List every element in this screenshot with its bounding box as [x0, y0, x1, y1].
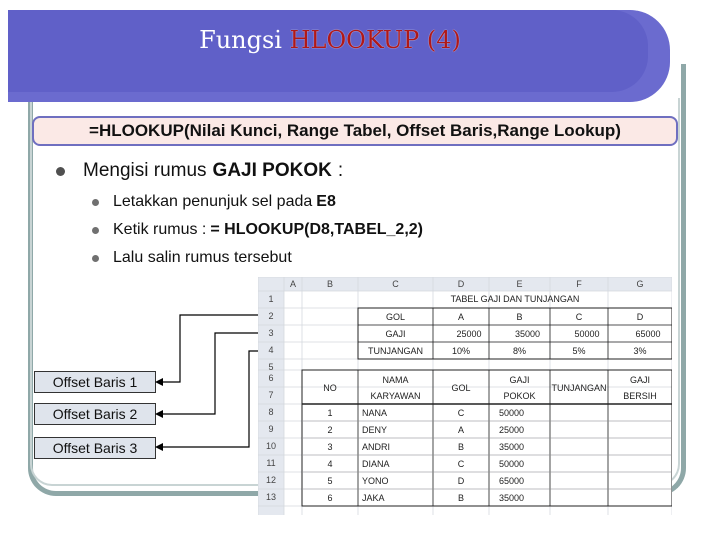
- sub-bullet-bold: E8: [316, 193, 336, 210]
- lookup-row-label: TUNJANGAN: [367, 346, 424, 356]
- main-row-gol: A: [457, 425, 465, 435]
- syntax-bar: [32, 116, 678, 146]
- main-bullet-prefix: Mengisi rumus: [83, 160, 207, 181]
- column-header-D: D: [457, 279, 465, 289]
- lookup-cell-value: 25000: [456, 329, 482, 339]
- lookup-cell-value: 35000: [514, 329, 541, 339]
- main-header-cell: NO: [323, 383, 337, 393]
- row-number: 2: [268, 311, 274, 321]
- main-row-gaji: 25000: [499, 425, 525, 435]
- row-number: 7: [268, 390, 274, 400]
- main-row-no: 3: [327, 442, 333, 452]
- lookup-cell-value: A: [457, 312, 465, 322]
- title-prefix: Fungsi: [199, 26, 282, 54]
- main-row-gaji: 35000: [499, 442, 525, 452]
- column-header-F: F: [576, 279, 582, 289]
- column-header-G: G: [636, 279, 644, 289]
- main-header-cell: GAJI: [509, 375, 530, 385]
- offset-baris-3-label: Offset Baris 3: [34, 437, 156, 459]
- syntax-text: =HLOOKUP(Nilai Kunci, Range Tabel, Offset Baris,Range Lookup): [89, 121, 621, 140]
- sub-bullet-text: Letakkan penunjuk sel pada: [113, 193, 313, 210]
- lookup-table-title: TABEL GAJI DAN TUNJANGAN: [450, 294, 580, 304]
- main-header-cell: BERSIH: [623, 391, 657, 401]
- main-row-gaji: 50000: [499, 459, 525, 469]
- main-row-nama: DIANA: [362, 459, 390, 469]
- column-header-strip: [258, 277, 672, 291]
- spreadsheet-image: [258, 277, 672, 515]
- main-row-gol: C: [457, 408, 465, 418]
- row-number: 6: [268, 373, 274, 383]
- title-highlight: HLOOKUP (4): [289, 26, 461, 54]
- bullet-dot-icon: [92, 227, 99, 234]
- sheet-table-borders: [302, 308, 672, 506]
- main-row-gol: D: [457, 476, 465, 486]
- main-row-no: 2: [327, 425, 333, 435]
- lookup-row-label: GAJI: [385, 329, 406, 339]
- sub-bullet-text: Ketik rumus :: [113, 221, 207, 238]
- row-number: 4: [268, 345, 274, 355]
- sub-bullet-2: [92, 221, 423, 239]
- main-row-gol: B: [457, 493, 465, 503]
- lookup-cell-value: B: [516, 312, 523, 322]
- row-number: 3: [268, 328, 274, 338]
- main-row-no: 4: [327, 459, 333, 469]
- main-row-gol: B: [457, 442, 465, 452]
- row-number: 9: [268, 424, 274, 434]
- offset-baris-1-label: Offset Baris 1: [34, 371, 156, 393]
- main-header-cell: KARYAWAN: [370, 391, 421, 401]
- lookup-row-label: GOL: [385, 312, 406, 322]
- lookup-cell-value: C: [575, 312, 583, 322]
- main-bullet: [56, 160, 343, 182]
- lookup-cell-value: 3%: [633, 346, 647, 356]
- main-row-nama: YONO: [362, 476, 389, 486]
- row-number: 11: [266, 458, 276, 468]
- main-header-cell: POKOK: [503, 391, 536, 401]
- row-number: 5: [268, 362, 274, 372]
- main-row-nama: JAKA: [362, 493, 385, 503]
- main-bullet-bold: GAJI POKOK: [212, 160, 332, 181]
- lookup-cell-value: 10%: [451, 346, 471, 356]
- main-row-gaji: 50000: [499, 408, 525, 418]
- main-row-gaji: 35000: [499, 493, 525, 503]
- row-number: 13: [265, 492, 277, 502]
- sheet-text: [266, 279, 661, 503]
- sub-bullet-text: Lalu salin rumus tersebut: [113, 249, 292, 266]
- main-header-cell: GAJI: [629, 375, 651, 385]
- row-number: 1: [268, 294, 274, 304]
- main-row-gaji: 65000: [499, 476, 525, 486]
- sub-bullet-1: [92, 193, 336, 211]
- lookup-cell-value: 5%: [572, 346, 586, 356]
- lookup-cell-value: 65000: [635, 329, 661, 339]
- row-number: 12: [265, 475, 277, 485]
- row-number: 10: [265, 441, 277, 451]
- sheet-gridlines: [258, 277, 672, 515]
- sub-bullet-bold: = HLOOKUP(D8,TABEL_2,2): [210, 221, 423, 238]
- column-header-C: C: [392, 279, 399, 289]
- main-row-no: 5: [327, 476, 333, 486]
- lookup-cell-value: 8%: [512, 346, 527, 356]
- bullet-dot-icon: [92, 199, 99, 206]
- main-row-nama: DENY: [362, 425, 388, 435]
- row-number: 8: [268, 407, 274, 417]
- offset-baris-2-label: Offset Baris 2: [34, 403, 156, 425]
- main-header-cell: TUNJANGAN: [551, 383, 607, 393]
- title-band: [8, 10, 670, 102]
- sub-bullet-3: [92, 249, 292, 267]
- main-bullet-suffix: :: [337, 160, 344, 181]
- main-row-no: 6: [327, 493, 333, 503]
- column-header-A: A: [289, 279, 297, 289]
- lookup-cell-value: D: [636, 312, 644, 322]
- main-row-no: 1: [327, 408, 333, 418]
- main-row-nama: ANDRI: [362, 442, 391, 452]
- column-header-B: B: [326, 279, 334, 289]
- main-header-cell: GOL: [451, 383, 471, 393]
- main-header-cell: NAMA: [382, 375, 409, 385]
- main-row-nama: NANA: [362, 408, 388, 418]
- bullet-dot-icon: [56, 167, 65, 176]
- lookup-cell-value: 50000: [574, 329, 600, 339]
- bullet-dot-icon: [92, 255, 99, 262]
- column-header-E: E: [516, 279, 523, 289]
- main-row-gol: C: [457, 459, 465, 469]
- slide-title: [0, 26, 660, 54]
